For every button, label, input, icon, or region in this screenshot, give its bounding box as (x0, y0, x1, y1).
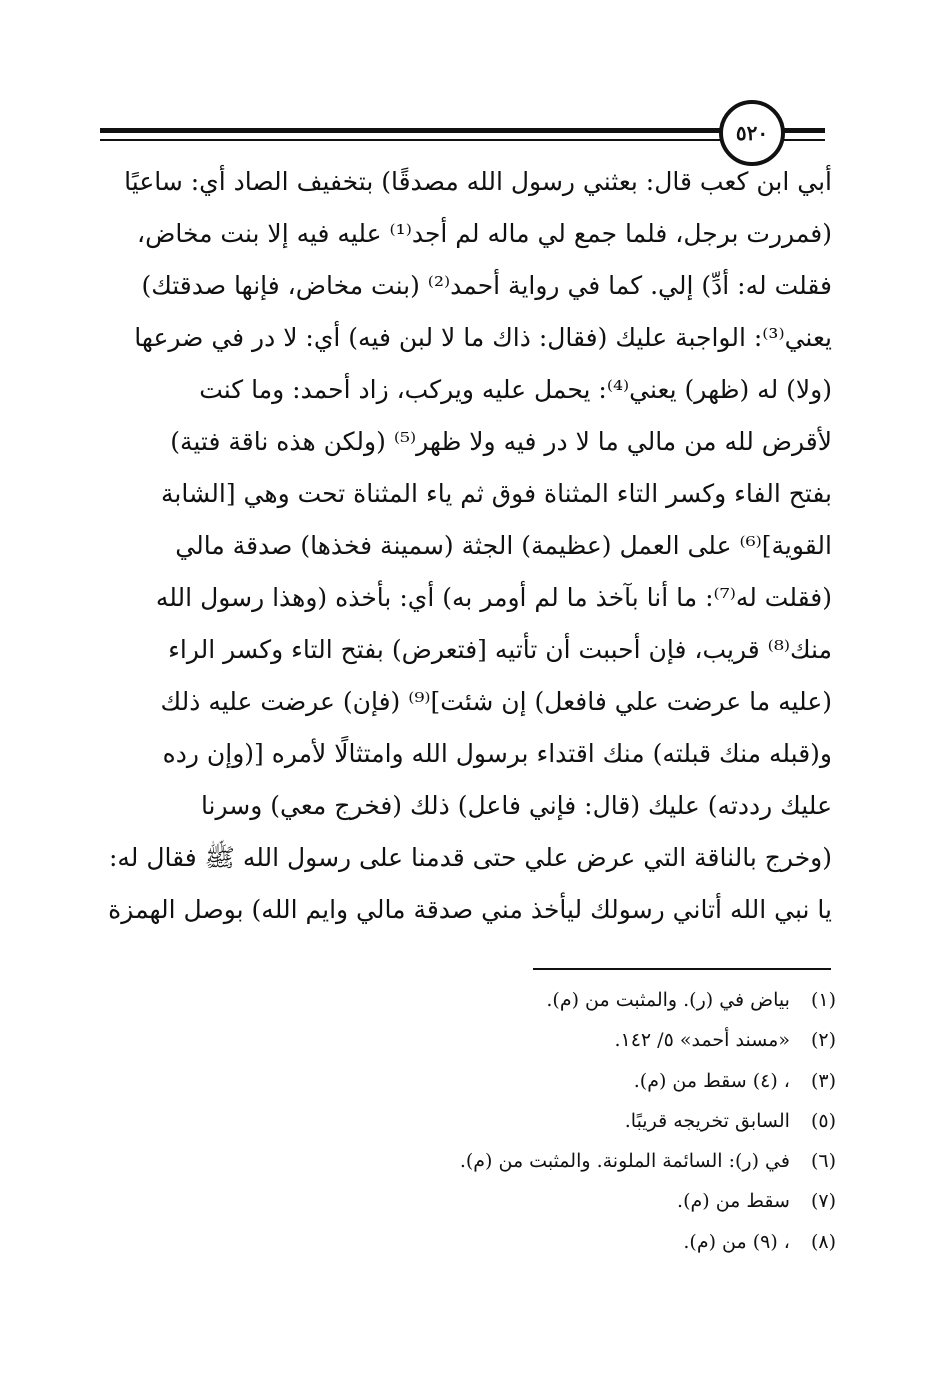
text-line: القوية]⁽⁶⁾ على العمل (عظيمة) الجثة (سمينة فخذها) صدقة مالي (175, 531, 832, 560)
footnote-text: «مسند أحمد» ٥/ ١٤٢. (614, 1029, 790, 1052)
text-line: أبي ابن كعب قال: بعثني رسول الله مصدقًا) بتخفيف الصاد أي: ساعيًا (124, 167, 832, 196)
text-line: فقلت له: أدِّ) إلي. كما في رواية أحمد⁽²⁾ (بنت مخاض، فإنها صدقتك) (141, 271, 832, 300)
footnote-text: ، (٤) سقط من (م). (633, 1069, 790, 1092)
footnote-text: سقط من (م). (677, 1190, 790, 1213)
text-line: بفتح الفاء وكسر التاء المثناة فوق ثم ياء المثناة تحت وهي [الشابة (161, 479, 832, 508)
footnote-text: بياض في (ر). والمثبت من (م). (546, 989, 790, 1011)
footnote-divider (533, 968, 831, 970)
footnote-number: (١) (810, 989, 836, 1011)
text-line: منك⁽⁸⁾ قريب، فإن أحببت أن تأتيه [فتعرض) بفتح التاء وكسر الراء (168, 635, 832, 664)
footnotes (380, 980, 836, 1262)
text-line: لأقرض لله من مالي ما لا در فيه ولا ظهر⁽⁵⁾ (ولكن هذه ناقة فتية) (170, 427, 832, 456)
footnote (380, 1222, 836, 1262)
footnote (380, 1101, 836, 1141)
text-line: (فقلت له⁽⁷⁾: ما أنا بآخذ ما لم أومر به) أي: بأخذه (وهذا رسول الله (155, 583, 832, 612)
footnote-number: (٣) (810, 1069, 836, 1092)
footnote-text: السابق تخريجه قريبًا. (624, 1109, 790, 1132)
text-line: يا نبي الله أتاني رسولك ليأخذ مني صدقة مالي وايم الله) بوصل الهمزة (108, 895, 832, 924)
footnote (380, 1061, 836, 1101)
text-line: عليك رددته) عليك (قال: فإني فاعل) ذلك (فخرج معي) وسرنا (200, 791, 832, 820)
footnote (380, 1141, 836, 1181)
footnote-number: (٨) (810, 1230, 836, 1253)
text-line: يعني⁽³⁾: الواجبة عليك (فقال: ذاك ما لا لبن فيه) أي: لا در في ضرعها (134, 323, 832, 352)
footnote-number: (٥) (810, 1109, 836, 1132)
footnote (380, 1020, 836, 1060)
text-line: (ولا) له (ظهر) يعني⁽⁴⁾: يحمل عليه ويركب، زاد أحمد: وما كنت (199, 375, 832, 404)
page-number: ٥٢٠ (735, 121, 769, 145)
footnote (380, 1181, 836, 1221)
text-line: (وخرج بالناقة التي عرض علي حتى قدمنا على رسول الله ﷺ فقال له: (108, 843, 832, 872)
text-line: (فمررت برجل، فلما جمع لي ماله لم أجد⁽¹⁾ عليه فيه إلا بنت مخاض، (137, 219, 832, 248)
text-line: و(قبله منك قبلته) منك اقتداء برسول الله وامتثالًا لأمره [(وإن رده (162, 739, 832, 768)
main-text (104, 156, 832, 936)
footnote-number: (٦) (810, 1150, 836, 1173)
footnote-number: (٢) (810, 1029, 836, 1052)
text-line: (عليه ما عرضت علي فافعل) إن شئت]⁽⁹⁾ (فإن) عرضت عليه ذلك (160, 687, 832, 716)
footnote-number: (٧) (810, 1190, 836, 1213)
header-rule-thin (100, 139, 825, 141)
footnote-text: في (ر): السائمة الملونة. والمثبت من (م). (459, 1150, 790, 1173)
footnote-text: ، (٩) من (م). (683, 1230, 790, 1253)
header-rule-thick (100, 128, 825, 133)
footnote (380, 980, 836, 1020)
